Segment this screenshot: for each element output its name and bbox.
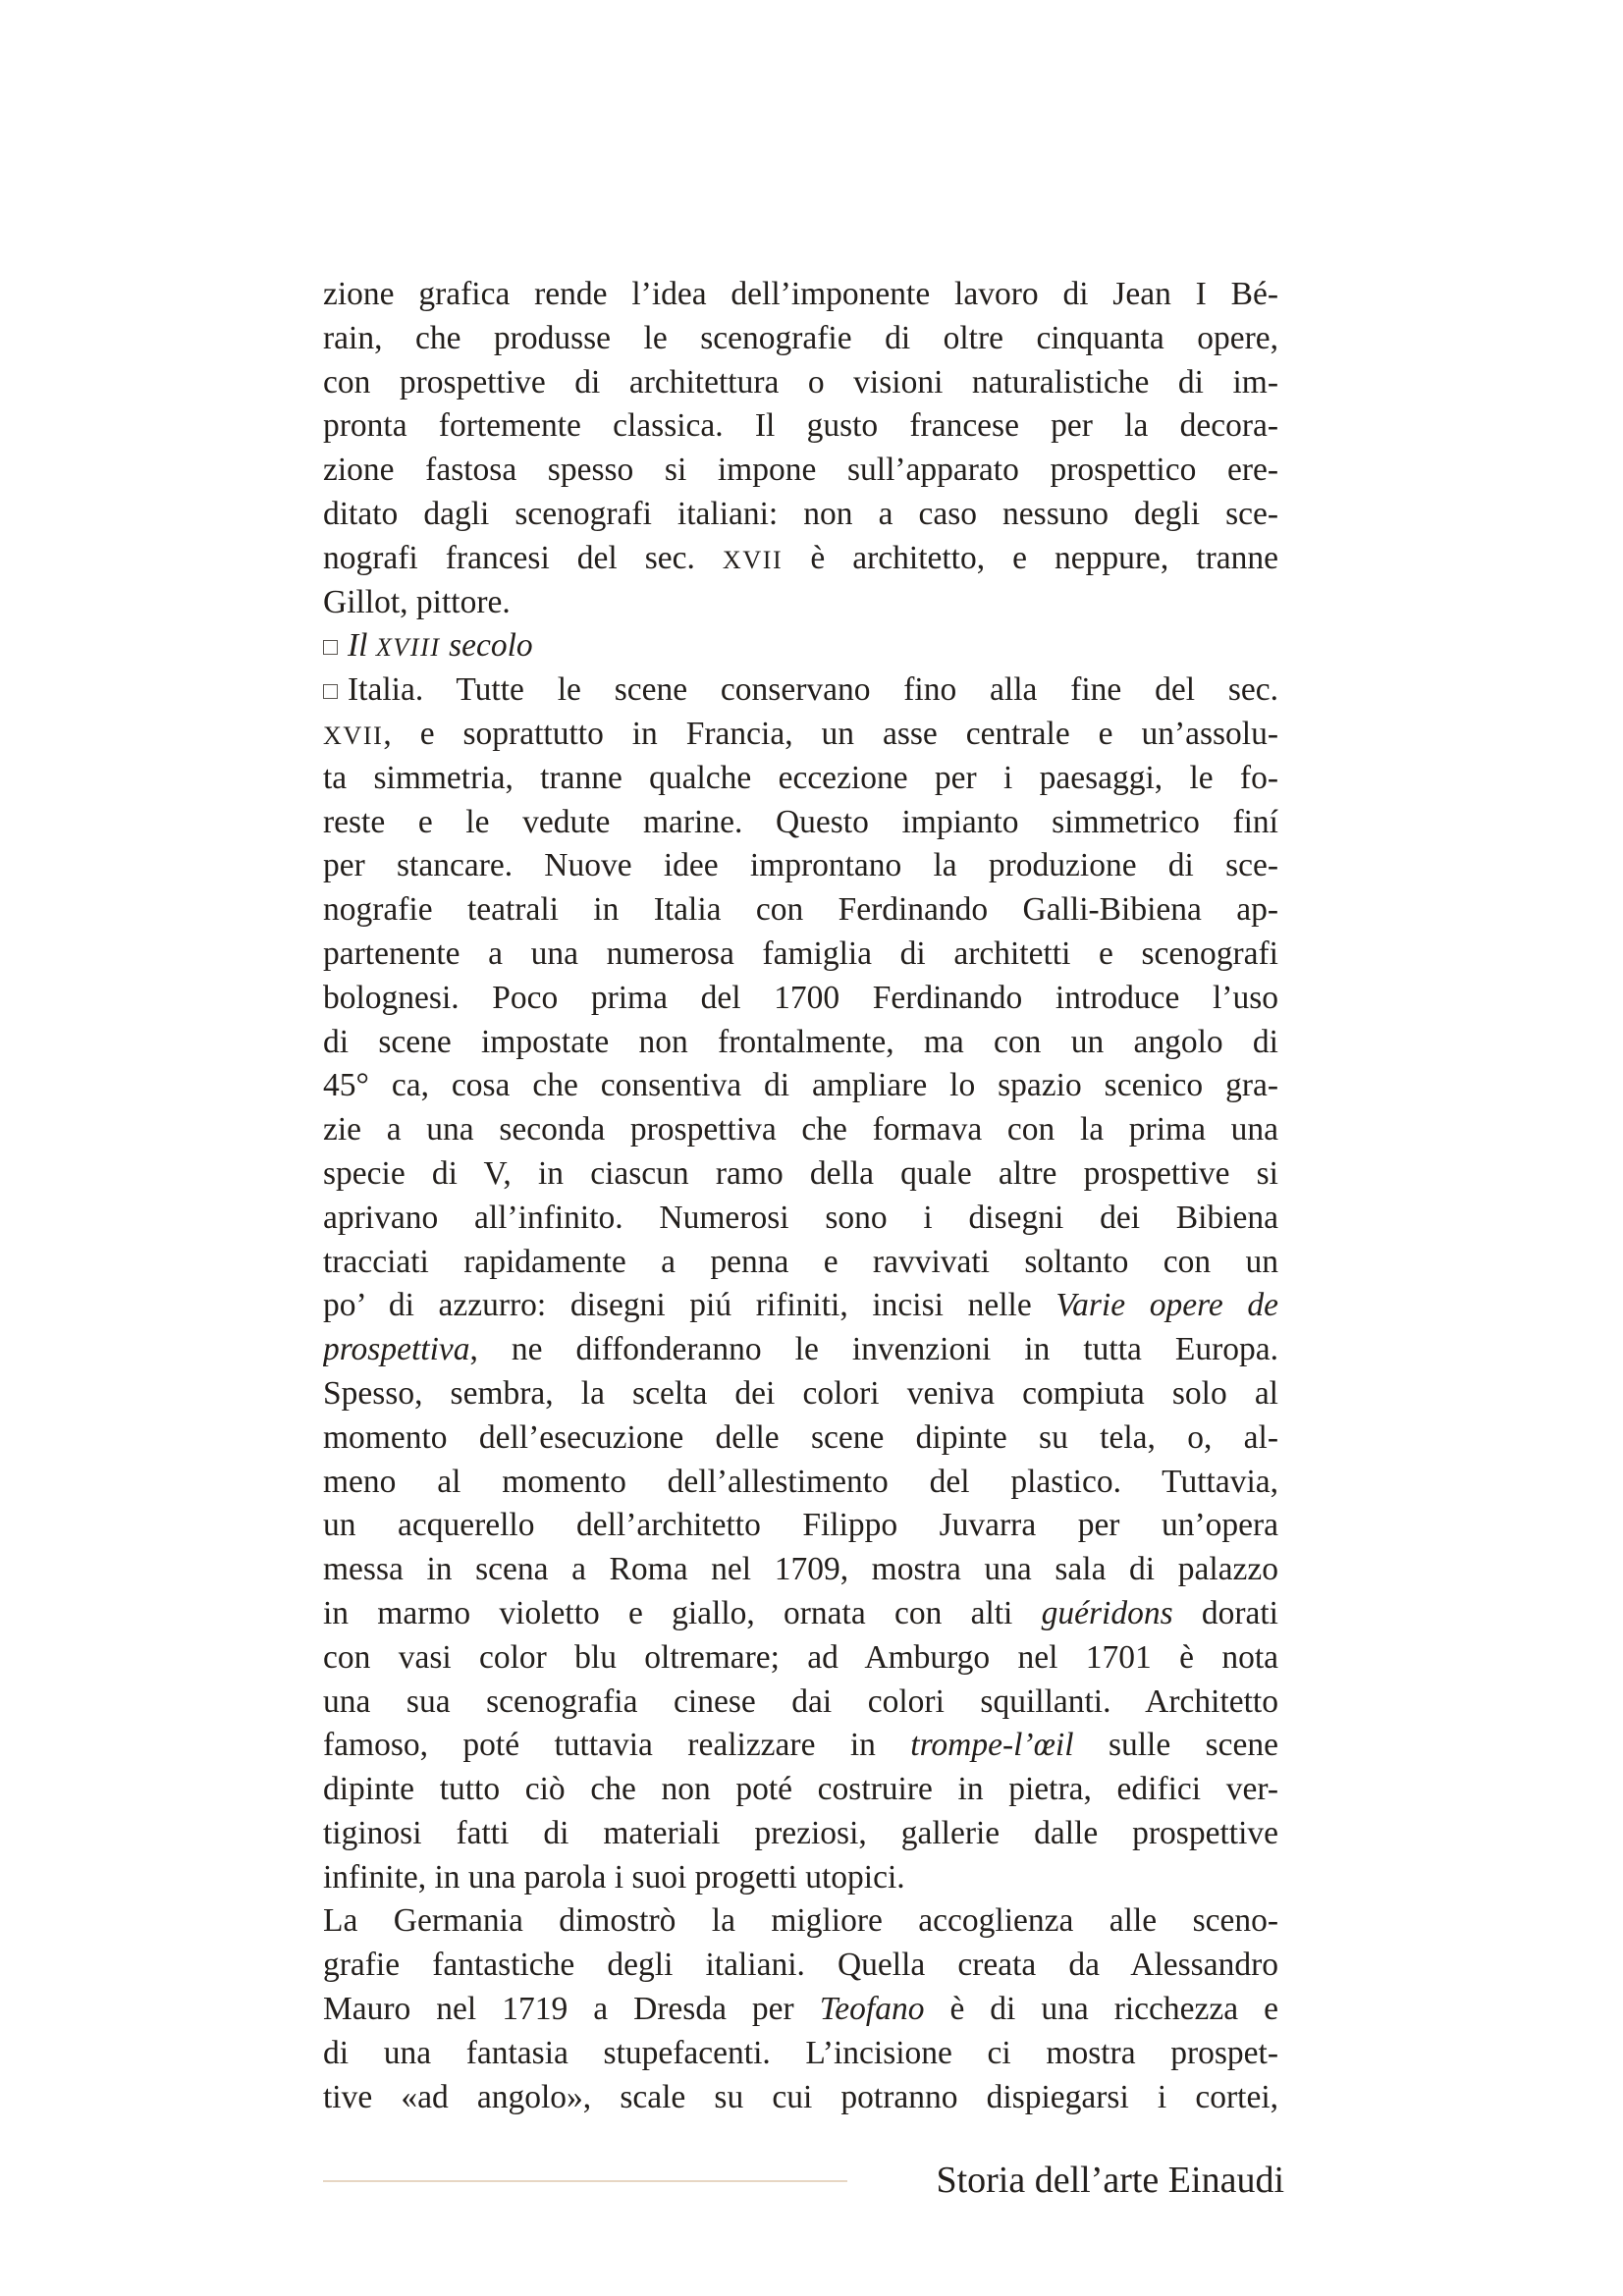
line-text: tive «ad angolo», scale su cui potranno dispiegarsi i cortei, <box>323 2078 1278 2115</box>
italic-title: Teofano <box>819 1991 925 2028</box>
text-line <box>323 1768 1278 1812</box>
line-text: messa in scena a Roma nel 1709, mostra una sala di palazzo <box>323 1551 1278 1588</box>
line-text: con prospettive di architettura o visioni naturalistiche di im- <box>323 363 1278 400</box>
text-line <box>323 317 1278 361</box>
section-heading <box>348 627 533 664</box>
text-line <box>323 1944 1278 1988</box>
italic-title: trompe-l’œil <box>910 1727 1074 1764</box>
line-text: meno al momento dell’allestimento del plastico. Tuttavia, <box>323 1463 1278 1500</box>
footer-label: Storia dell’arte Einaudi <box>936 2160 1284 2201</box>
text-line <box>323 1812 1278 1856</box>
text-line <box>323 1197 1278 1241</box>
heading-century: XVIII <box>375 633 441 663</box>
text-line <box>323 1284 1278 1328</box>
text-line <box>323 1899 1278 1944</box>
text-line <box>323 1856 1278 1900</box>
italic-title: guéridons <box>1041 1594 1173 1631</box>
line-text: ta simmetria, tranne qualche eccezione per i paesaggi, le fo- <box>323 759 1278 796</box>
text-line <box>323 1504 1278 1548</box>
text-line <box>323 1108 1278 1152</box>
line-text: rain, che produsse le scenografie di oltre cinquanta opere, <box>323 319 1278 356</box>
text-line <box>323 1241 1278 1285</box>
century-numeral: XVII <box>722 545 784 574</box>
line-text: Gillot, pittore. <box>323 583 511 620</box>
heading-text: secolo <box>440 627 533 665</box>
line-text: 45° ca, cosa che consentiva di ampliare lo spazio scenico gra- <box>323 1067 1278 1104</box>
line-text: Italia. Tutte le scene conservano fino alla fine del sec. <box>348 671 1278 709</box>
line-text: aprivano all’infinito. Numerosi sono i disegni dei Bibiena <box>323 1199 1278 1236</box>
line-text: infinite, in una parola i suoi progetti utopici. <box>323 1858 905 1896</box>
text-line <box>323 1064 1278 1108</box>
line-text: zie a una seconda prospettiva che formava con la prima una <box>323 1111 1278 1148</box>
line-text: dipinte tutto ciò che non poté costruire in pietra, edifici ver- <box>323 1771 1278 1808</box>
line-text: po’ di azzurro: disegni piú rifiniti, incisi nelle <box>323 1287 1056 1324</box>
line-text: un acquerello dell’architetto Filippo Juvarra per un’opera <box>323 1507 1278 1544</box>
line-text: La Germania dimostrò la migliore accoglienza alle sceno- <box>323 1902 1278 1940</box>
line-text: Spesso, sembra, la scelta dei colori veniva compiuta solo al <box>323 1374 1278 1412</box>
line-text: di una fantasia stupefacenti. L’incisione ci mostra prospet- <box>323 2034 1278 2071</box>
century-numeral: XVII <box>323 721 384 750</box>
line-text: , ne diffonderanno le invenzioni in tutta Europa. <box>469 1331 1278 1368</box>
heading-text: Il <box>348 627 376 665</box>
line-text: è architetto, e neppure, tranne <box>783 539 1278 576</box>
line-text: dorati <box>1172 1594 1278 1631</box>
line-text: una sua scenografia cinese dai colori squillanti. Architetto <box>323 1682 1278 1720</box>
footer-rule <box>323 2180 847 2182</box>
text-line <box>323 1461 1278 1505</box>
text-line <box>323 801 1278 845</box>
line-text: nografie teatrali in Italia con Ferdinando Galli-Bibiena ap- <box>323 891 1278 929</box>
text-line <box>323 2032 1278 2076</box>
line-text: bolognesi. Poco prima del 1700 Ferdinando introduce l’uso <box>323 979 1278 1016</box>
line-text: reste e le vedute marine. Questo impianto simmetrico finí <box>323 803 1278 840</box>
text-line <box>323 757 1278 801</box>
line-text: in marmo violetto e giallo, ornata con alti <box>323 1594 1042 1631</box>
line-text: zione grafica rende l’idea dell’imponente lavoro di Jean I Bé- <box>323 276 1278 312</box>
line-text: famoso, poté tuttavia realizzare in <box>323 1727 911 1764</box>
text-line <box>323 933 1278 977</box>
text-line <box>323 1372 1278 1416</box>
line-text: specie di V, in ciascun ramo della quale altre prospettive si <box>323 1154 1278 1192</box>
section-marker-icon <box>323 640 338 655</box>
text-line <box>323 2076 1278 2120</box>
line-text: nografi francesi del sec. <box>323 539 723 576</box>
line-text: grafie fantastiche degli italiani. Quella creata da Alessandro <box>323 1947 1278 1984</box>
text-line <box>323 888 1278 933</box>
line-text: ditato dagli scenografi italiani: non a caso nessuno degli sce- <box>323 495 1278 532</box>
text-line <box>323 1548 1278 1592</box>
text-line <box>323 449 1278 493</box>
text-line <box>323 1724 1278 1768</box>
line-text: sulle scene <box>1073 1727 1278 1764</box>
text-line <box>323 1328 1278 1372</box>
line-text: pronta fortemente classica. Il gusto francese per la decora- <box>323 407 1278 445</box>
text-line <box>323 668 1278 713</box>
line-text: di scene impostate non frontalmente, ma con un angolo di <box>323 1023 1278 1060</box>
line-text: zione fastosa spesso si impone sull’apparato prospettico ere- <box>323 452 1278 489</box>
text-line <box>323 273 1278 317</box>
text-line <box>323 1592 1278 1636</box>
section-marker-icon <box>323 684 338 699</box>
text-line <box>323 581 1278 625</box>
text-line <box>323 844 1278 888</box>
body-text <box>323 273 1278 2119</box>
text-line <box>323 1152 1278 1197</box>
italic-title: prospettiva <box>323 1331 470 1368</box>
line-text: , e soprattutto in Francia, un asse centrale e un’assolu- <box>383 715 1278 752</box>
text-line <box>323 1681 1278 1725</box>
text-line <box>323 977 1278 1021</box>
text-line <box>323 624 1278 668</box>
text-line <box>323 1021 1278 1065</box>
line-text: tiginosi fatti di materiali preziosi, gallerie dalle prospettive <box>323 1814 1278 1851</box>
line-text: con vasi color blu oltremare; ad Amburgo nel 1701 è nota <box>323 1638 1278 1676</box>
text-line <box>323 404 1278 449</box>
text-line <box>323 713 1278 757</box>
line-text: è di una ricchezza e <box>924 1991 1278 2028</box>
italic-title: Varie opere de <box>1055 1287 1278 1324</box>
line-text: tracciati rapidamente a penna e ravvivati soltanto con un <box>323 1243 1278 1280</box>
text-line <box>323 1988 1278 2032</box>
text-line <box>323 361 1278 405</box>
line-text: Mauro nel 1719 a Dresda per <box>323 1991 820 2028</box>
line-text: momento dell’esecuzione delle scene dipinte su tela, o, al- <box>323 1418 1278 1456</box>
text-line <box>323 1636 1278 1681</box>
text-line <box>323 493 1278 537</box>
text-line <box>323 537 1278 581</box>
text-line <box>323 1416 1278 1461</box>
line-text: per stancare. Nuove idee improntano la produzione di sce- <box>323 847 1278 884</box>
line-text: partenente a una numerosa famiglia di architetti e scenografi <box>323 934 1278 972</box>
